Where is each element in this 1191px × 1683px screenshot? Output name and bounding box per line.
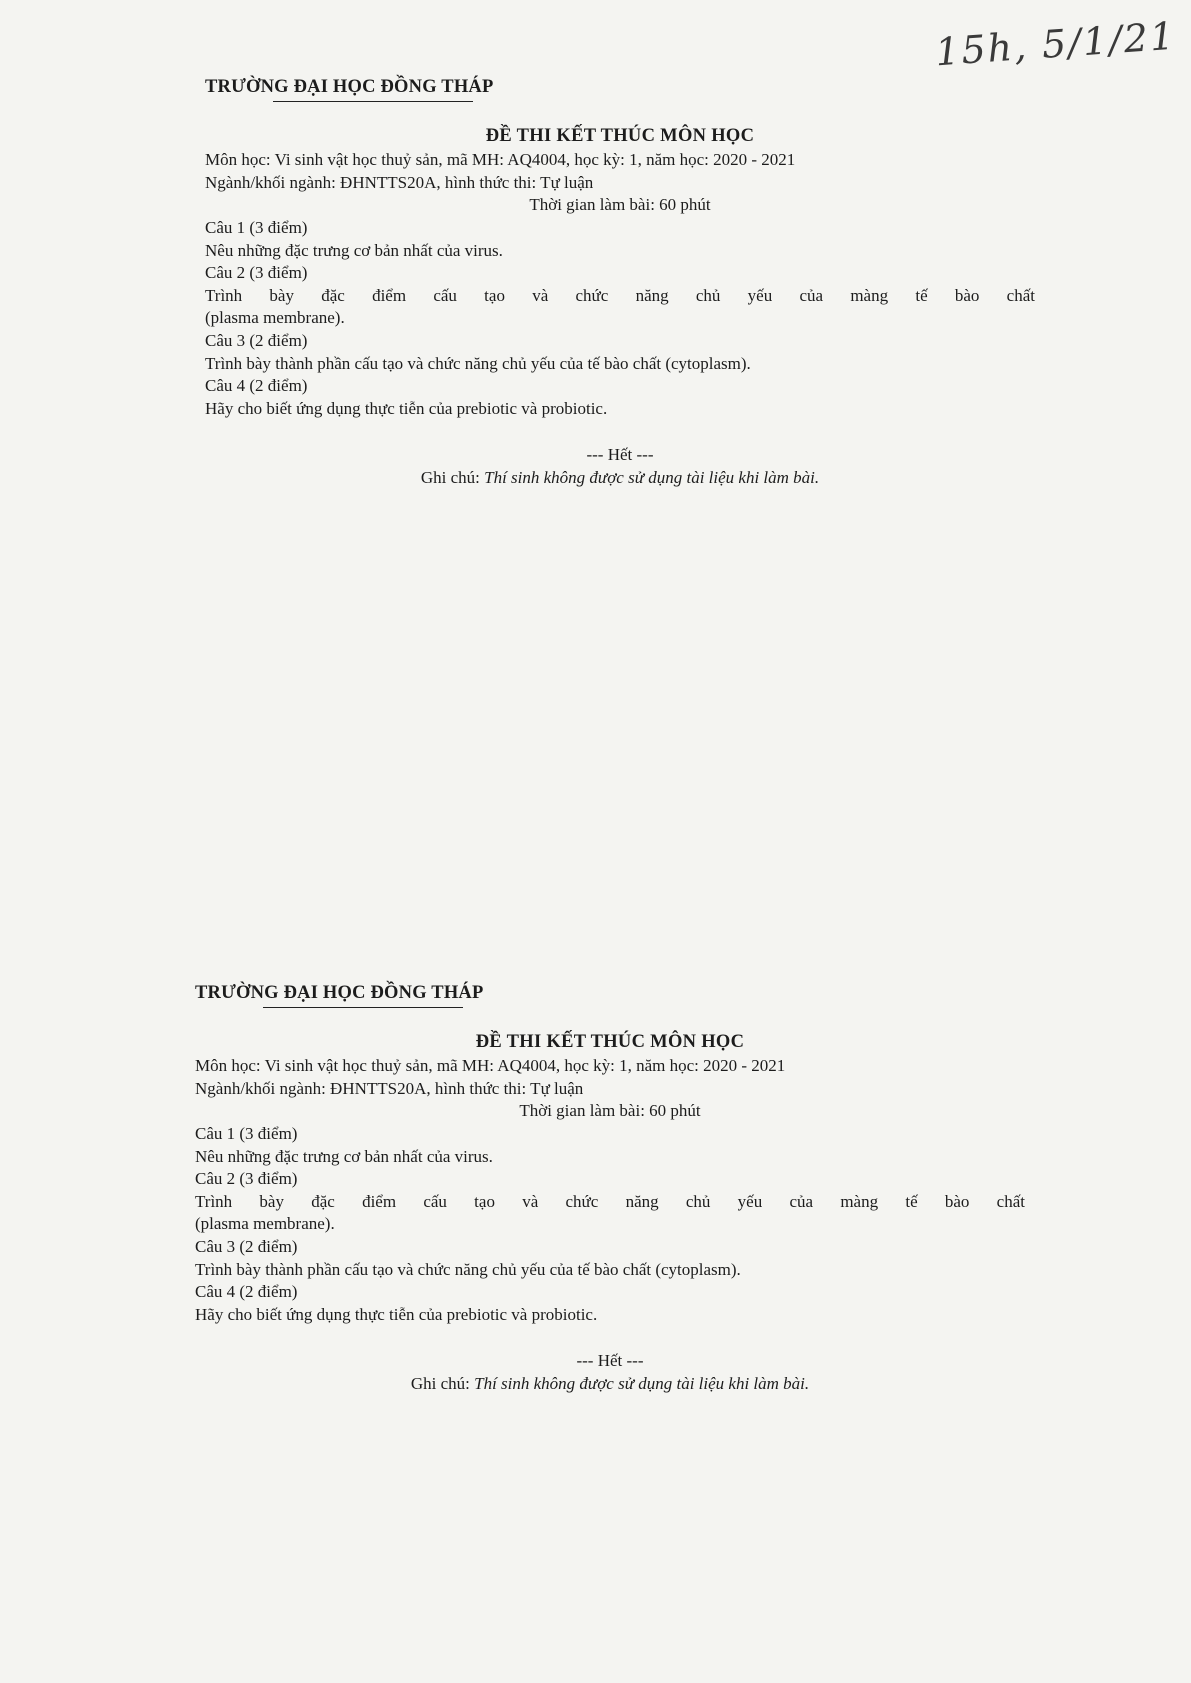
exam-copy-bottom [195, 982, 1025, 1396]
exam-title: ĐỀ THI KẾT THÚC MÔN HỌC [475, 1031, 745, 1052]
question-2-text-line2: (plasma membrane). [195, 1214, 335, 1234]
subject-line: Môn học: Vi sinh vật học thuỷ sản, mã MH: AQ4004, học kỳ: 1, năm học: 2020 - 2021 [195, 1056, 786, 1076]
question-1-header: Câu 1 (3 điểm) [195, 1123, 298, 1143]
school-name-text: TRƯỜNG ĐẠI HỌC ĐỒNG THÁP [205, 77, 494, 97]
major-line: Ngành/khối ngành: ĐHNTTS20A, hình thức thi: Tự luận [205, 172, 594, 192]
question-2-text-line2: (plasma membrane). [205, 308, 345, 328]
question-4-text: Hãy cho biết ứng dụng thực tiễn của prebiotic và probiotic. [195, 1304, 598, 1324]
major-line: Ngành/khối ngành: ĐHNTTS20A, hình thức thi: Tự luận [195, 1078, 584, 1098]
question-4-text: Hãy cho biết ứng dụng thực tiễn của prebiotic và probiotic. [205, 398, 608, 418]
question-3-text: Trình bày thành phần cấu tạo và chức năng chủ yếu của tế bào chất (cytoplasm). [195, 1259, 741, 1279]
question-3-header: Câu 3 (2 điểm) [195, 1236, 298, 1256]
question-1-text: Nêu những đặc trưng cơ bản nhất của virus. [205, 240, 503, 260]
handwritten-note: 15h, 5/1/21 [933, 13, 1178, 75]
note-text: Thí sinh không được sử dụng tài liệu khi làm bài. [484, 467, 820, 487]
question-2-text-line1: Trình bày đặc điểm cấu tạo và chức năng chủ yếu của màng tế bào chất [195, 1191, 1025, 1211]
question-1-header: Câu 1 (3 điểm) [205, 217, 308, 237]
question-3-text: Trình bày thành phần cấu tạo và chức năng chủ yếu của tế bào chất (cytoplasm). [205, 353, 751, 373]
school-name-text: TRƯỜNG ĐẠI HỌC ĐỒNG THÁP [195, 983, 484, 1003]
question-2-header: Câu 2 (3 điểm) [205, 263, 308, 283]
exam-title: ĐỀ THI KẾT THÚC MÔN HỌC [485, 125, 755, 146]
school-name [205, 76, 493, 99]
subject-line: Môn học: Vi sinh vật học thuỷ sản, mã MH: AQ4004, học kỳ: 1, năm học: 2020 - 2021 [205, 150, 796, 170]
note-label: Ghi chú: [410, 1373, 475, 1393]
question-2-header: Câu 2 (3 điểm) [195, 1169, 298, 1189]
time-line: Thời gian làm bài: 60 phút [519, 1101, 701, 1121]
note-line [205, 467, 1035, 490]
end-mark: --- Hết --- [586, 445, 654, 465]
note-line [195, 1373, 1025, 1396]
note-text: Thí sinh không được sử dụng tài liệu khi làm bài. [474, 1373, 810, 1393]
exam-copy-top [205, 76, 1035, 490]
school-name-underline [263, 1007, 463, 1008]
question-2-text-line1: Trình bày đặc điểm cấu tạo và chức năng chủ yếu của màng tế bào chất [205, 285, 1035, 305]
school-name-underline [273, 101, 473, 102]
end-mark: --- Hết --- [576, 1351, 644, 1371]
time-line: Thời gian làm bài: 60 phút [529, 195, 711, 215]
question-4-header: Câu 4 (2 điểm) [195, 1282, 298, 1302]
question-3-header: Câu 3 (2 điểm) [205, 330, 308, 350]
school-name [195, 982, 483, 1005]
question-4-header: Câu 4 (2 điểm) [205, 376, 308, 396]
note-label: Ghi chú: [420, 467, 485, 487]
question-1-text: Nêu những đặc trưng cơ bản nhất của virus. [195, 1146, 493, 1166]
